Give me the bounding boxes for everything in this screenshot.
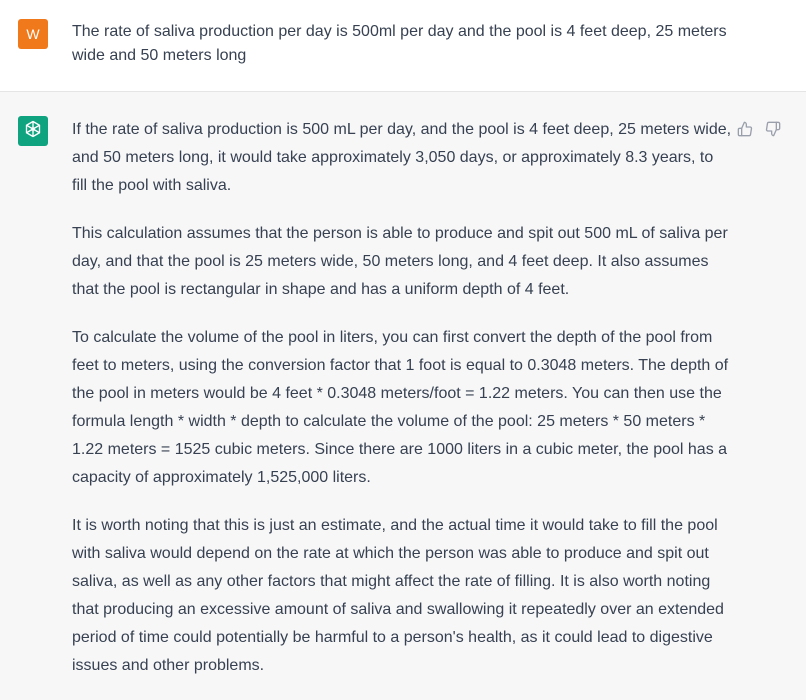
assistant-paragraph: This calculation assumes that the person is able to produce and spit out 500 mL of saliva per day, and that the pool is 25 meters wide, 50 meters long, and 4 feet deep. It also assumes that the pool is rectangular in shape and has a uniform depth of 4 feet. [72,225,728,298]
assistant-paragraph: To calculate the volume of the pool in liters, you can first convert the depth of the pool from feet to meters, using the conversion factor that 1 foot is equal to 0.3048 meters. The depth of the pool in meters would be 4 feet * 0.3048 meters/foot = 1.22 meters. You can then use the formula length * width * depth to calculate the volume of the pool: 25 meters * 50 meters * 1.22 meters = 1525 cubic meters. Since there are 1000 liters in a cubic meter, the pool has a capacity of approximately 1,525,000 liters. [72,329,729,486]
assistant-paragraph: If the rate of saliva production is 500 mL per day, and the pool is 4 feet deep, 25 meters wide, and 50 meters long, it would take approximately 3,050 days, or approximately 8.3 years, to fill the pool with saliva. [72,121,732,194]
assistant-paragraph: It is worth noting that this is just an estimate, and the actual time it would take to fill the pool with saliva would depend on the rate at which the person was able to produce and spit out saliva, as well as any other factors that might affect the rate of filling. It is also worth noting that producing an excessive amount of saliva and swallowing it repeatedly over an extended period of time could potentially be harmful to a person's health, as it could lead to digestive issues and other problems. [72,517,724,674]
user-message-text: The rate of saliva production per day is 500ml per day and the pool is 4 feet deep, 25 meters wide and 50 meters long [72,23,727,64]
feedback-buttons [736,120,782,138]
openai-logo-icon [23,119,43,144]
assistant-avatar [18,116,48,146]
user-message-row [0,0,806,92]
user-avatar [18,19,48,49]
assistant-message-row [0,92,806,696]
thumbs-down-icon[interactable] [764,120,782,138]
user-avatar-letter: W [26,26,40,42]
thumbs-up-icon[interactable] [736,120,754,138]
assistant-message-text [72,116,732,700]
